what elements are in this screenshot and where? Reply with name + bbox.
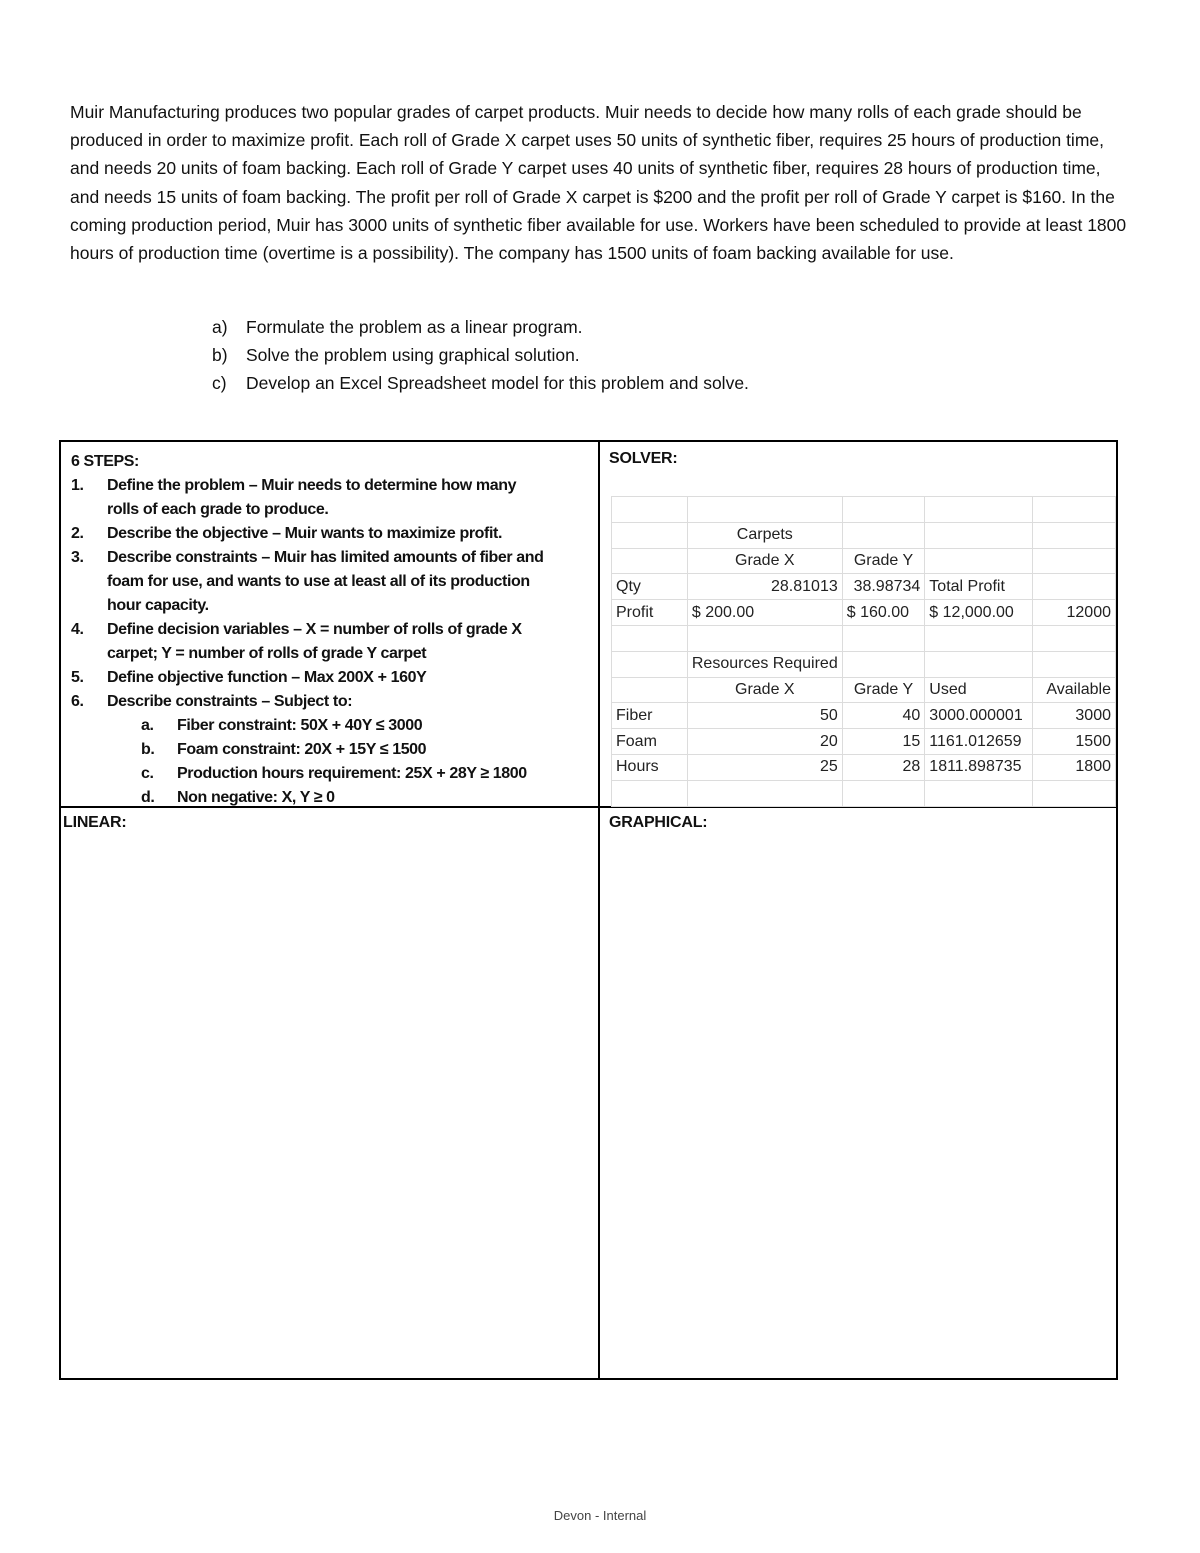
step-line <box>71 522 596 546</box>
spreadsheet-row <box>612 651 1116 677</box>
spreadsheet-row <box>612 625 1116 651</box>
part-text: Formulate the problem as a linear program. <box>246 317 583 337</box>
step-number <box>71 570 107 594</box>
spreadsheet-cell: Resources Required <box>687 651 842 677</box>
step-number: 1. <box>71 477 84 494</box>
spreadsheet-cell: Carpets <box>687 522 842 548</box>
constraint-letter: a. <box>141 717 154 734</box>
spreadsheet-cell: 15 <box>842 729 925 755</box>
step-text: foam for use, and wants to use at least all of its production <box>107 573 530 590</box>
spreadsheet-cell: 50 <box>687 703 842 729</box>
spreadsheet-cell: Grade Y <box>842 548 925 574</box>
steps-title: 6 STEPS: <box>71 453 139 470</box>
step-line <box>71 570 596 594</box>
spreadsheet-cell: Foam <box>612 729 688 755</box>
spreadsheet-cell: Grade X <box>687 548 842 574</box>
spreadsheet-cell <box>925 625 1032 651</box>
spreadsheet-cell <box>612 497 688 523</box>
constraint-line <box>71 714 596 738</box>
constraint-line <box>71 786 596 810</box>
step-number: 6. <box>71 693 84 710</box>
spreadsheet-row <box>612 703 1116 729</box>
part-label: c) <box>212 373 227 394</box>
part-item <box>212 341 749 369</box>
constraint-letter: c. <box>141 765 154 782</box>
spreadsheet-cell <box>925 651 1032 677</box>
spreadsheet-cell: 38.98734 <box>842 574 925 600</box>
spreadsheet-cell: $ 160.00 <box>842 600 925 626</box>
answer-grid <box>59 440 1118 1380</box>
spreadsheet-row <box>612 497 1116 523</box>
spreadsheet-row <box>612 677 1116 703</box>
step-line <box>71 498 596 522</box>
spreadsheet-cell: Qty <box>612 574 688 600</box>
step-number <box>71 642 107 666</box>
spreadsheet-cell <box>925 497 1032 523</box>
spreadsheet-cell <box>842 651 925 677</box>
step-line <box>71 666 596 690</box>
spreadsheet-row <box>612 548 1116 574</box>
solver-title: SOLVER: <box>609 450 678 467</box>
spreadsheet-cell <box>842 625 925 651</box>
spreadsheet-cell: 1161.012659 <box>925 729 1032 755</box>
spreadsheet-row <box>612 729 1116 755</box>
step-line <box>71 546 596 570</box>
step-line <box>71 594 596 618</box>
spreadsheet-cell: Available <box>1032 677 1115 703</box>
spreadsheet-row <box>612 754 1116 780</box>
step-text: Describe constraints – Muir has limited amounts of fiber and <box>107 549 544 566</box>
spreadsheet-cell <box>612 625 688 651</box>
six-steps-cell <box>71 450 596 810</box>
step-line <box>71 618 596 642</box>
spreadsheet-cell <box>842 497 925 523</box>
spreadsheet-cell <box>1032 574 1115 600</box>
problem-statement: Muir Manufacturing produces two popular grades of carpet products. Muir needs to decide how many rolls of each grade should be produced in order to maximize profit. Each roll of Grade X carpet uses 50 units of synthetic fiber, requires 25 hours of production time, and needs 20 units of foam backing. Each roll of Grade Y carpet uses 40 units of synthetic fiber, requires 28 hours of production time, and needs 15 units of foam backing. The profit per roll of Grade X carpet is $200 and the profit per roll of Grade Y carpet is $160. In the coming production period, Muir has 3000 units of synthetic fiber available for use. Workers have been scheduled to provide at least 1800 hours of production time (overtime is a possibility). The company has 1500 units of foam backing available for use. <box>70 102 1127 264</box>
spreadsheet-cell: 25 <box>687 754 842 780</box>
spreadsheet-cell <box>842 780 925 806</box>
spreadsheet-cell: 28 <box>842 754 925 780</box>
step-text: Define objective function – Max 200X + 160Y <box>107 669 427 686</box>
step-number: 4. <box>71 621 84 638</box>
step-number <box>71 498 107 522</box>
spreadsheet-cell <box>1032 780 1115 806</box>
constraint-line <box>71 738 596 762</box>
part-label: a) <box>212 317 228 337</box>
step-number: 3. <box>71 549 84 566</box>
spreadsheet-cell <box>687 497 842 523</box>
spreadsheet-cell: 28.81013 <box>687 574 842 600</box>
step-text: Describe constraints – Subject to: <box>107 693 353 710</box>
spreadsheet-cell: 20 <box>687 729 842 755</box>
step-line <box>71 474 596 498</box>
spreadsheet-row <box>612 780 1116 806</box>
part-item <box>212 313 749 341</box>
step-text: Describe the objective – Muir wants to maximize profit. <box>107 525 502 542</box>
solver-spreadsheet <box>611 496 1116 807</box>
spreadsheet-row <box>612 522 1116 548</box>
step-number: 5. <box>71 669 84 686</box>
spreadsheet-cell: Hours <box>612 754 688 780</box>
spreadsheet-cell: 3000.000001 <box>925 703 1032 729</box>
constraint-text: Non negative: X, Y ≥ 0 <box>177 789 335 806</box>
part-label: b) <box>212 345 228 366</box>
spreadsheet-cell: 40 <box>842 703 925 729</box>
step-number <box>71 594 107 618</box>
spreadsheet-cell: $ 200.00 <box>687 600 842 626</box>
part-item <box>212 369 749 397</box>
spreadsheet-cell <box>842 522 925 548</box>
spreadsheet-cell: Total Profit <box>925 574 1032 600</box>
step-text: Define decision variables – X = number of rolls of grade X <box>107 621 522 638</box>
spreadsheet-cell: $ 12,000.00 <box>925 600 1032 626</box>
step-number: 2. <box>71 525 84 542</box>
constraint-line <box>71 762 596 786</box>
spreadsheet-cell: 1811.898735 <box>925 754 1032 780</box>
constraint-text: Fiber constraint: 50X + 40Y ≤ 3000 <box>177 717 423 734</box>
step-line <box>71 690 596 714</box>
spreadsheet-cell <box>925 522 1032 548</box>
part-text: Develop an Excel Spreadsheet model for this problem and solve. <box>246 373 749 394</box>
linear-title: LINEAR: <box>63 814 127 831</box>
spreadsheet-cell <box>687 780 842 806</box>
spreadsheet-cell: 1800 <box>1032 754 1115 780</box>
spreadsheet-cell: Grade Y <box>842 677 925 703</box>
spreadsheet-cell <box>612 780 688 806</box>
spreadsheet-cell: Fiber <box>612 703 688 729</box>
step-text: carpet; Y = number of rolls of grade Y carpet <box>107 645 427 662</box>
constraint-letter: b. <box>141 741 155 758</box>
constraint-letter: d. <box>141 789 155 806</box>
spreadsheet-cell <box>612 677 688 703</box>
spreadsheet-cell <box>612 651 688 677</box>
spreadsheet-cell <box>1032 522 1115 548</box>
spreadsheet-cell <box>612 548 688 574</box>
spreadsheet-cell <box>687 625 842 651</box>
spreadsheet-row <box>612 600 1116 626</box>
spreadsheet-cell <box>612 522 688 548</box>
grid-divider-vertical <box>598 442 600 1378</box>
footer-label: Devon - Internal <box>553 1508 647 1523</box>
step-text: Define the problem – Muir needs to determine how many <box>107 477 517 494</box>
step-text: rolls of each grade to produce. <box>107 501 329 518</box>
spreadsheet-cell: Used <box>925 677 1032 703</box>
spreadsheet-cell: 12000 <box>1032 600 1115 626</box>
step-text: hour capacity. <box>107 597 209 614</box>
spreadsheet-cell: 1500 <box>1032 729 1115 755</box>
part-text: Solve the problem using graphical solution. <box>246 345 580 366</box>
spreadsheet-cell <box>1032 548 1115 574</box>
graphical-title: GRAPHICAL: <box>609 814 708 831</box>
spreadsheet-cell: Grade X <box>687 677 842 703</box>
spreadsheet-cell <box>925 780 1032 806</box>
constraint-text: Production hours requirement: 25X + 28Y ≥ 1800 <box>177 765 527 782</box>
question-parts <box>212 313 749 398</box>
spreadsheet-cell <box>1032 625 1115 651</box>
spreadsheet-row <box>612 574 1116 600</box>
spreadsheet-cell: Profit <box>612 600 688 626</box>
spreadsheet-cell: 3000 <box>1032 703 1115 729</box>
spreadsheet-cell <box>1032 497 1115 523</box>
spreadsheet-cell <box>925 548 1032 574</box>
step-line <box>71 642 596 666</box>
spreadsheet-cell <box>1032 651 1115 677</box>
constraint-text: Foam constraint: 20X + 15Y ≤ 1500 <box>177 741 427 758</box>
